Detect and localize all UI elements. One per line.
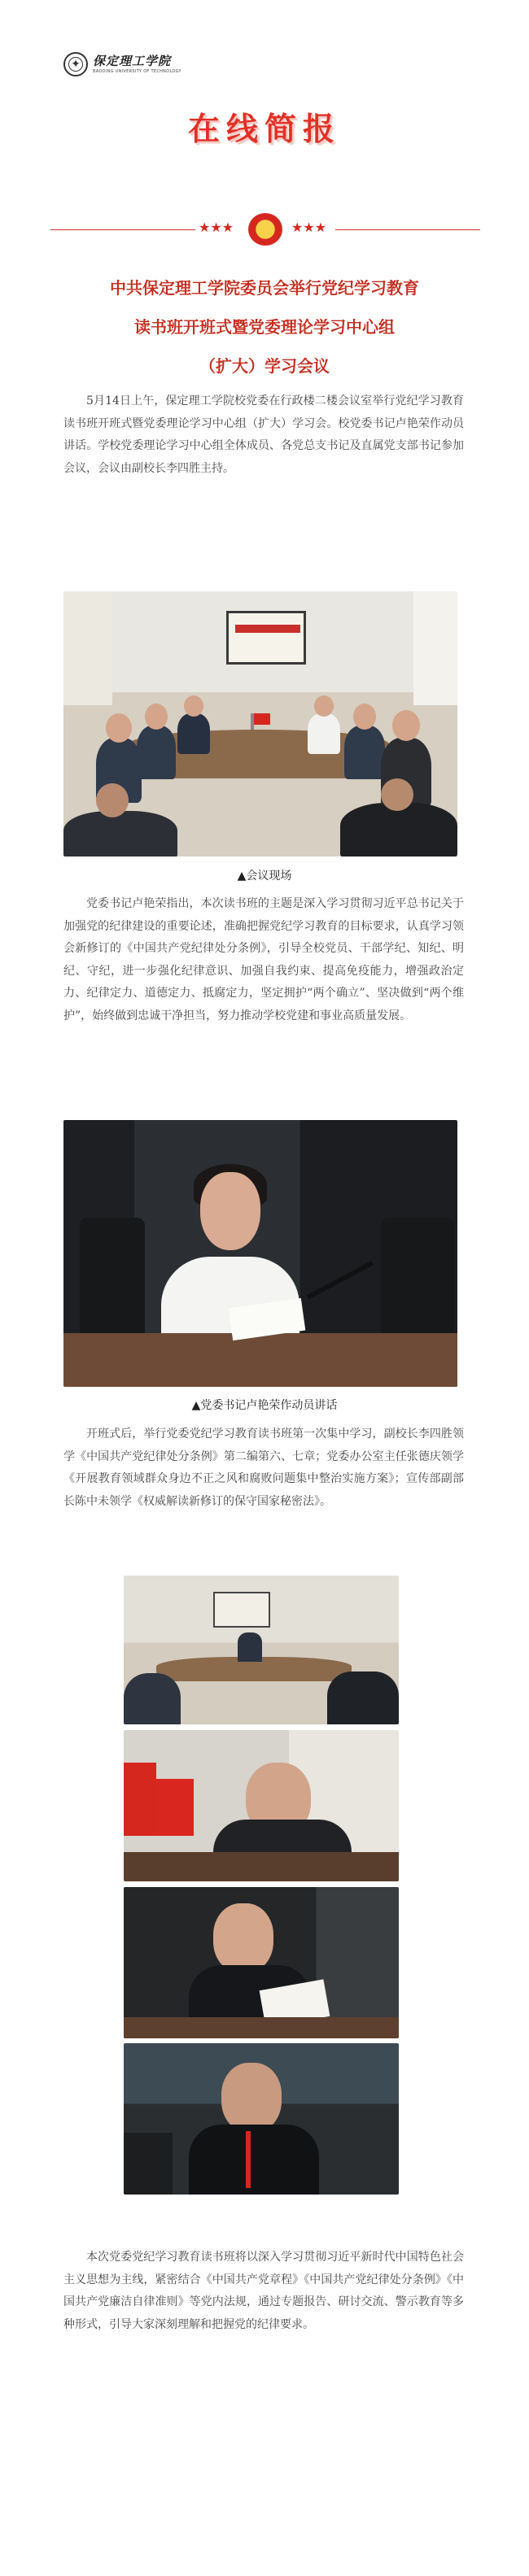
emblem-divider [0,213,529,246]
paragraph-closing: 本次党委党纪学习教育读书班将以深入学习贯彻习近平新时代中国特色社会主义思想为主线，紧密结合《中国共产党章程》《中国共产党纪律处分条例》《中国共产党廉洁自律准则》等党内法规，通过专题报告、研讨交流、警示教育等多种形式，引导大家深刻理解和把握党的纪律要求。 [63,2251,464,2331]
school-logo [63,50,208,78]
attendee-seated-photo [124,2043,399,2195]
paragraph-study-session: 开班式后，举行党委党纪学习教育读书班第一次集中学习，副校长李四胜领学《中国共产党纪律处分条例》第二编第六、七章；党委办公室主任张德庆领学《开展教育领域群众身边不正之风和腐败问题集中整治实施方案》；宣传部副部长陈中未领学《权威解读新修订的保守国家秘密法》。 [63,1427,464,1508]
divider-line-left [50,229,195,230]
school-seal-icon: ✦ [63,52,88,76]
party-secretary-speaking-photo [63,1120,457,1387]
attendee-with-flags-photo [124,1730,399,1881]
title-line-1: 中共保定理工学院委员会举行党纪学习教育 [110,278,419,298]
online-brief-banner: 在线简报 [187,111,341,148]
title-line-3: （扩大）学习会议 [199,356,330,376]
caption-secretary-speech: ▲党委书记卢艳荣作动员讲话 [191,1399,338,1412]
divider-line-right [335,229,480,230]
paragraph-intro: 5月14日上午，保定理工学院校党委在行政楼二楼会议室举行党纪学习教育读书班开班式暨党委理论学习中心组（扩大）学习会。校党委书记卢艳荣作动员讲话。学校党委理论学习中心组全体成员、各党总支书记及直属党支部书记参加会议，会议由副校长李四胜主持。 [63,394,464,475]
paragraph-secretary-speech: 党委书记卢艳荣指出，本次读书班的主题是深入学习贯彻习近平总书记关于加强党的纪律建设的重要论述，准确把握党纪学习教育的目标要求，认真学习领会新修订的《中国共产党纪律处分条例》，引导全校党员、干部学纪、知纪、明纪、守纪，进一步强化纪律意识、加强自我约束、提高免疫能力，增强政治定力、纪律定力、道德定力、抵腐定力，坚定拥护“两个确立”、坚决做到“两个维护”，始终做到忠诚干净担当，努力推动学校党建和事业高质量发展。 [63,897,464,1022]
header [0,0,529,81]
article-title [49,268,480,386]
stars-right-icon: ★★★ [291,220,327,235]
caption-meeting-scene: ▲会议现场 [237,870,292,883]
attendee-reading-photo [124,1887,399,2038]
logo-text: 保定理工学院 [93,53,172,68]
logo-english-text: BAODING UNIVERSITY OF TECHNOLOGY [93,68,181,74]
meeting-wide-photo [124,1576,399,1724]
title-line-2: 读书班开班式暨党委理论学习中心组 [134,317,395,337]
page-bottom-whitespace [0,2440,529,2576]
meeting-room-photo [63,591,457,856]
stars-left-icon: ★★★ [199,220,234,235]
party-emblem-icon: ☭ [248,213,282,246]
